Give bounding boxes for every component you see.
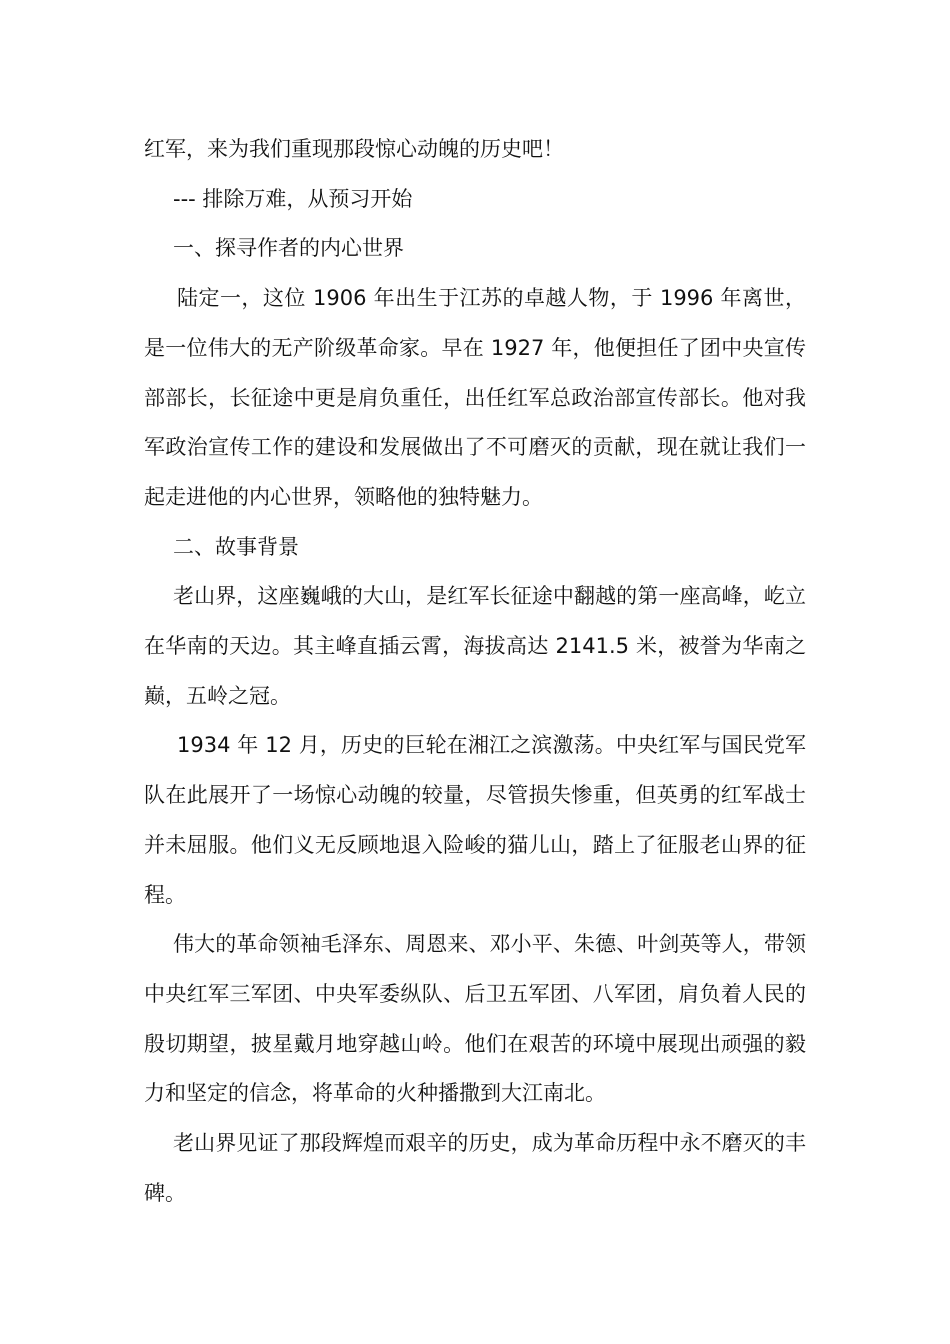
paragraph-author-bio: 陆定一，这位 1906 年出生于江苏的卓越人物，于 1996 年离世，是一位伟大的无产阶级革命家。早在 1927 年，他便担任了团中央宣传部部长，长征途中更是肩负重任，出任红军总政治部宣传部长。他对我军政治宣传工作的建设和发展做出了不可磨灭的贡献，现在就让我们一起走进他的内心世界，领略他的独特魅力。 bbox=[144, 286, 806, 509]
paragraph-continuation: 红军，来为我们重现那段惊心动魄的历史吧！ bbox=[144, 137, 564, 161]
section-subtitle: --- 排除万难，从预习开始 bbox=[173, 186, 413, 211]
document-body bbox=[144, 125, 806, 1218]
paragraph-laoshanjie: 老山界，这座巍峨的大山，是红军长征途中翻越的第一座高峰，屹立在华南的天边。其主峰直插云霄，海拔高达 2141.5 米，被誉为华南之巅，五岭之冠。 bbox=[144, 584, 806, 708]
section-heading-author: 一、探寻作者的内心世界 bbox=[173, 236, 404, 261]
section-heading-background: 二、故事背景 bbox=[173, 534, 299, 559]
paragraph-conclusion: 老山界见证了那段辉煌而艰辛的历史，成为革命历程中永不磨灭的丰碑。 bbox=[144, 1131, 806, 1205]
paragraph-1934: 1934 年 12 月，历史的巨轮在湘江之滨激荡。中央红军与国民党军队在此展开了一场惊心动魄的较量，尽管损失惨重，但英勇的红军战士并未屈服。他们义无反顾地退入险峻的猫儿山，踏上了征服老山界的征程。 bbox=[144, 733, 806, 907]
paragraph-leaders: 伟大的革命领袖毛泽东、周恩来、邓小平、朱德、叶剑英等人，带领中央红军三军团、中央军委纵队、后卫五军团、八军团，肩负着人民的殷切期望，披星戴月地穿越山岭。他们在艰苦的环境中展现出顽强的毅力和坚定的信念，将革命的火种播撒到大江南北。 bbox=[144, 932, 806, 1106]
